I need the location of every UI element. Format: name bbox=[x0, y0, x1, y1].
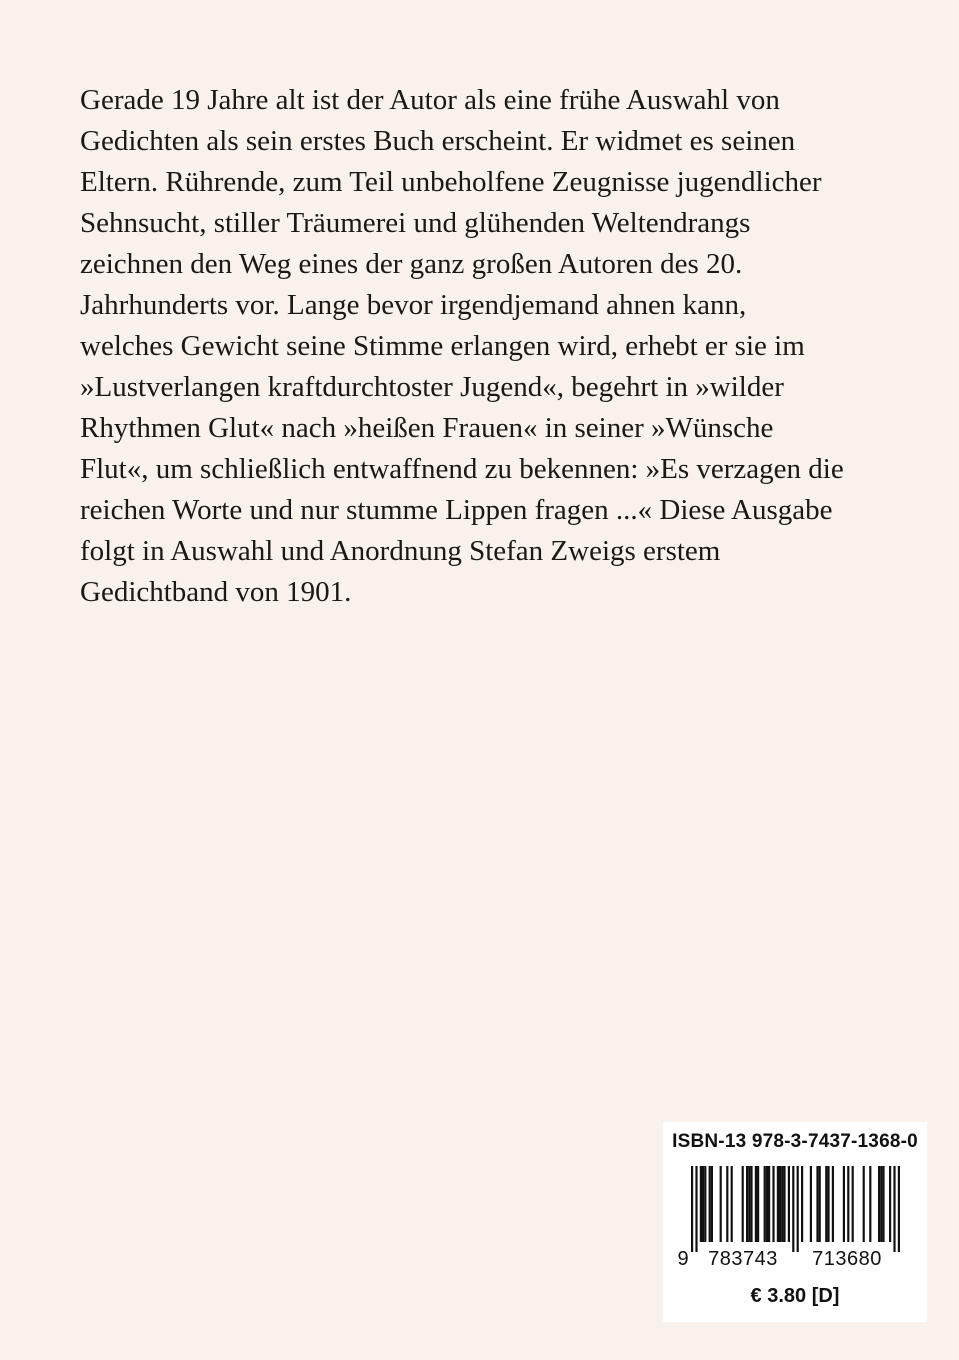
blurb-line: Jahrhunderts vor. Lange bevor irgendjemand ahnen kann, bbox=[80, 289, 747, 321]
barcode-bar bbox=[720, 1166, 722, 1242]
barcode-bar bbox=[766, 1166, 768, 1242]
barcode bbox=[677, 1166, 913, 1271]
barcode-bar bbox=[783, 1166, 785, 1242]
barcode-bar bbox=[810, 1166, 812, 1242]
barcode-bar bbox=[764, 1166, 766, 1242]
barcode-bar bbox=[893, 1166, 895, 1252]
price-label: € 3.80 [D] bbox=[750, 1285, 840, 1307]
blurb-line: Flut«, um schließlich entwaffnend zu bekennen: »Es verzagen die bbox=[80, 453, 844, 485]
barcode-bar bbox=[748, 1166, 750, 1242]
barcode-digit-first: 9 bbox=[677, 1248, 689, 1270]
barcode-bar bbox=[801, 1166, 803, 1242]
blurb-line: Gedichten als sein erstes Buch erscheint. Er widmet es seinen bbox=[80, 125, 796, 157]
barcode-bars bbox=[691, 1166, 900, 1252]
blurb-line: Eltern. Rührende, zum Teil unbeholfene Zeugnisse jugendlicher bbox=[80, 166, 822, 198]
barcode-bar bbox=[772, 1166, 774, 1242]
barcode-bar bbox=[825, 1166, 827, 1242]
barcode-bar bbox=[843, 1166, 845, 1242]
barcode-digits-left: 783743 bbox=[708, 1248, 778, 1270]
barcode-bar bbox=[779, 1166, 781, 1242]
barcode-bar bbox=[755, 1166, 757, 1242]
blurb-line: zeichnen den Weg eines der ganz großen Autoren des 20. bbox=[80, 248, 743, 280]
barcode-bar bbox=[746, 1166, 748, 1242]
barcode-bar bbox=[832, 1166, 834, 1242]
barcode-bar bbox=[711, 1166, 713, 1242]
barcode-bar bbox=[852, 1166, 854, 1242]
blurb-line: reichen Worte und nur stumme Lippen fragen ...« Diese Ausgabe bbox=[80, 494, 833, 526]
barcode-bar bbox=[700, 1166, 702, 1242]
barcode-bar bbox=[898, 1166, 900, 1252]
barcode-bar bbox=[709, 1166, 711, 1242]
blurb-line: welches Gewicht seine Stimme erlangen wird, erhebt er sie im bbox=[80, 330, 805, 362]
barcode-digits-right: 713680 bbox=[812, 1248, 882, 1270]
barcode-bar bbox=[819, 1166, 821, 1242]
blurb-line: Sehnsucht, stiller Träumerei und glühenden Weltendrangs bbox=[80, 207, 751, 239]
barcode-bar bbox=[878, 1166, 880, 1242]
barcode-bar bbox=[726, 1166, 728, 1242]
barcode-bar bbox=[797, 1166, 799, 1252]
barcode-bar bbox=[827, 1166, 829, 1242]
blurb-line: Gerade 19 Jahre alt ist der Autor als eine frühe Auswahl von bbox=[80, 84, 780, 116]
back-cover-blurb bbox=[80, 80, 910, 613]
barcode-bar bbox=[731, 1166, 733, 1242]
barcode-bar bbox=[788, 1166, 790, 1242]
barcode-bar bbox=[781, 1166, 783, 1242]
barcode-bar bbox=[880, 1166, 882, 1242]
barcode-bar bbox=[869, 1166, 871, 1242]
barcode-bar bbox=[702, 1166, 704, 1242]
barcode-bar bbox=[792, 1166, 794, 1252]
barcode-bar bbox=[816, 1166, 818, 1242]
isbn-number: ISBN-13 978-3-7437-1368-0 bbox=[672, 1131, 918, 1152]
blurb-line: Gedichtband von 1901. bbox=[80, 576, 352, 608]
blurb-line: »Lustverlangen kraftdurchtoster Jugend«, begehrt in »wilder bbox=[80, 371, 784, 403]
barcode-bar bbox=[777, 1166, 779, 1242]
barcode-bar bbox=[863, 1166, 865, 1242]
isbn-barcode-box bbox=[663, 1122, 927, 1322]
barcode-bar bbox=[691, 1166, 693, 1252]
barcode-bar bbox=[742, 1166, 744, 1242]
barcode-bar bbox=[695, 1166, 697, 1252]
barcode-bar bbox=[882, 1166, 884, 1242]
barcode-bar bbox=[847, 1166, 849, 1242]
blurb-line: Rhythmen Glut« nach »heißen Frauen« in seiner »Wünsche bbox=[80, 412, 774, 444]
blurb-line: folgt in Auswahl und Anordnung Stefan Zweigs erstem bbox=[80, 535, 721, 567]
barcode-bar bbox=[757, 1166, 759, 1242]
barcode-bar bbox=[768, 1166, 770, 1242]
barcode-bar bbox=[750, 1166, 752, 1242]
barcode-bar bbox=[889, 1166, 891, 1242]
barcode-bar bbox=[704, 1166, 706, 1242]
